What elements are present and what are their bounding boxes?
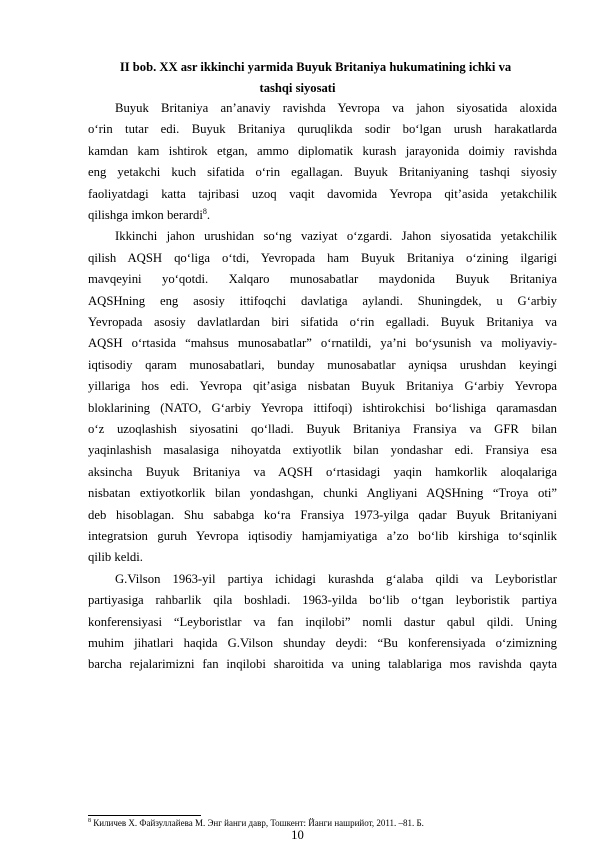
text-line: eng yetakchi kuch sifatida o‘rin egallagan. Buyuk Britaniyaning tashqi siyosiy: [88, 165, 557, 180]
footnote-separator: [88, 815, 201, 816]
text-line-with-footnote: [88, 206, 557, 224]
text-line: G.Vilson 1963-yil partiya ichidagi kurashda g‘alaba qildi va Leyboristlar: [115, 571, 557, 586]
text-line: integratsion guruh Yevropa iqtisodiy hamjamiyatiga a’zo bo‘lib kirshiga to‘sqinlik: [88, 529, 557, 543]
footnote-ref-period: .: [206, 208, 211, 222]
text-line: iqtisodiy qaram munosabatlari, bunday munosabatlar ayniqsa urushdan keyingi: [88, 357, 557, 372]
text-line: yaqinlashish masalasiga nihoyatda extiyotlik bilan yondashar edi. Fransiya esa: [88, 443, 557, 458]
text-line: AQSHning eng asosiy ittifoqchi davlatiga aylandi. Shuningdek, u G‘arbiy: [88, 293, 557, 308]
footnote-reference: 8: [202, 206, 207, 216]
text-line: konferensiyasi “Leyboristlar va fan inqilobi” nomli dastur qabul qildi. Uning: [88, 614, 557, 629]
text-line: Yevropada asosiy davlatlardan biri sifatida o‘rin egalladi. Buyuk Britaniya va: [88, 315, 557, 329]
chapter-heading-line-1: II bob. XX asr ikkinchi yarmida Buyuk Britaniya hukumatining ichki va: [119, 60, 512, 74]
text-line: bloklarining (NATO, G‘arbiy Yevropa ittifoqi) ishtirokchisi bo‘lishiga qaramasdan: [88, 400, 557, 415]
footnote-text: Киличев Х. Файзуллайева М. Энг йанги давр, Тошкент: Йанги нашрийот, 2011. –81. Б.: [93, 818, 424, 828]
text-line: Ikkinchi jahon urushidan so‘ng vaziyat o‘zgardi. Jahon siyosatida yetakchilik: [115, 229, 557, 244]
text-line: AQSH o‘rtasida “mahsus munosabatlar” o‘rnatildi, ya’ni bo‘ysunish va moliyaviy-: [88, 336, 557, 351]
text-line: deb hisoblagan. Shu sababga ko‘ra Fransiya 1973-yilga qadar Buyuk Britaniyani: [88, 507, 557, 522]
text-line: qilib keldi.: [88, 550, 143, 565]
text-line: o‘z uzoqlashish siyosatini qo‘lladi. Buyuk Britaniya Fransiya va GFR bilan: [88, 422, 557, 436]
paragraph-end-text: qilishga imkon berardi: [88, 208, 203, 222]
text-line: faoliyatdagi katta tajribasi uzoq vaqit davomida Yevropa qit’asida yetakchilik: [88, 186, 557, 201]
text-line: qilish AQSH qo‘liga o‘tdi, Yevropada ham Buyuk Britaniya o‘zining ilgarigi: [88, 250, 557, 265]
footnote-number: 8: [88, 818, 91, 824]
text-line: barcha rejalarimizni fan inqilobi sharoitida va uning talablariga mos ravishda qayta: [88, 657, 557, 672]
page-number: 10: [291, 828, 304, 842]
text-line: kamdan kam ishtirok etgan, ammo diplomatik kurash jarayonida doimiy ravishda: [88, 143, 557, 158]
text-line: o‘rin tutar edi. Buyuk Britaniya quruqlikda sodir bo‘lgan urush harakatlarda: [88, 122, 557, 137]
text-line: nisbatan extiyotkorlik bilan yondashgan, chunki Angliyani AQSHning “Troya oti”: [88, 486, 557, 501]
text-line: muhim jihatlari haqida G.Vilson shunday deydi: “Bu konferensiyada o‘zimizning: [88, 636, 557, 650]
text-line: mavqeyini yo‘qotdi. Xalqaro munosabatlar maydonida Buyuk Britaniya: [88, 272, 557, 287]
text-line: aksincha Buyuk Britaniya va AQSH o‘rtasidagi yaqin hamkorlik aloqalariga: [88, 464, 557, 479]
text-line: partiyasiga rahbarlik qila boshladi. 1963-yilda bo‘lib o‘tgan leyboristik partiya: [88, 593, 557, 608]
chapter-heading-line-2: tashqi siyosati: [259, 81, 336, 95]
text-line: yillariga hos edi. Yevropa qit’asiga nisbatan Buyuk Britaniya G‘arbiy Yevropa: [88, 379, 557, 394]
text-line: Buyuk Britaniya an’anaviy ravishda Yevropa va jahon siyosatida aloxida: [115, 101, 557, 115]
